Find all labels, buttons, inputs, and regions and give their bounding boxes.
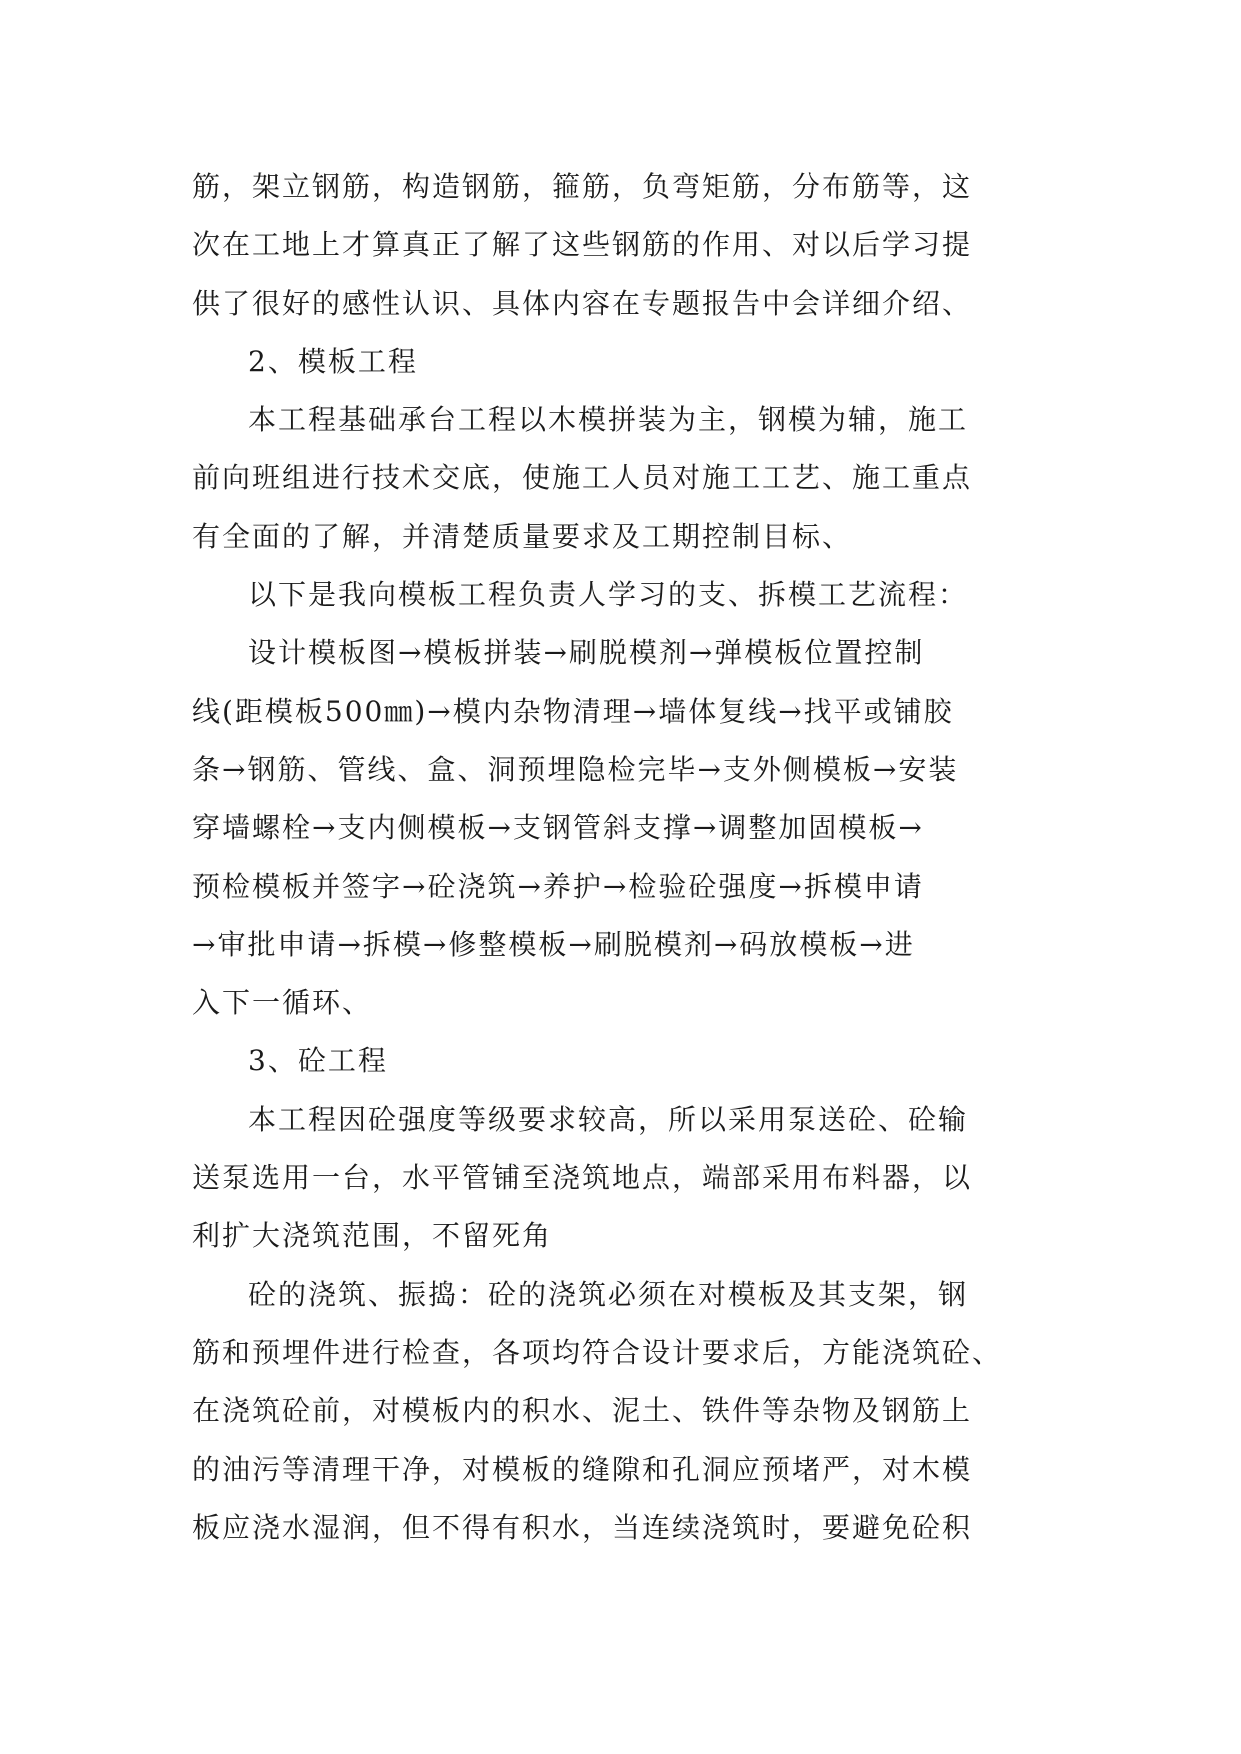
text-line-14: →审批申请→拆模→修整模板→刷脱模剂→码放模板→进 [192, 927, 915, 961]
text-line-22: 在浇筑砼前，对模板内的积水、泥土、铁件等杂物及钢筋上 [192, 1394, 973, 1428]
text-line-21: 筋和预埋件进行检查，各项均符合设计要求后，方能浇筑砼、 [192, 1335, 1003, 1369]
section-heading-2: 2、模板工程 [248, 344, 418, 378]
text-line-6: 前向班组进行技术交底，使施工人员对施工工艺、施工重点 [192, 461, 973, 495]
text-line-8: 以下是我向模板工程负责人学习的支、拆模工艺流程： [248, 578, 969, 612]
text-line-3: 供了很好的感性认识、具体内容在专题报告中会详细介绍、 [192, 286, 973, 320]
text-line-9: 设计模板图→模板拼装→刷脱模剂→弹模板位置控制 [248, 636, 925, 670]
text-line-15: 入下一循环、 [192, 986, 373, 1020]
text-line-10: 线(距模板500㎜)→模内杂物清理→墙体复线→找平或铺胶 [192, 694, 954, 728]
text-line-19: 利扩大浇筑范围，不留死角 [192, 1219, 553, 1253]
text-line-7: 有全面的了解，并清楚质量要求及工期控制目标、 [192, 519, 853, 553]
text-line-2: 次在工地上才算真正了解了这些钢筋的作用、对以后学习提 [192, 228, 973, 262]
text-line-12: 穿墙螺栓→支内侧模板→支钢管斜支撑→调整加固模板→ [192, 811, 924, 845]
text-line-18: 送泵选用一台，水平管铺至浇筑地点，端部采用布料器，以 [192, 1161, 973, 1195]
text-line-11: 条→钢筋、管线、盒、洞预埋隐检完毕→支外侧模板→安装 [192, 752, 959, 786]
text-line-5: 本工程基础承台工程以木模拼装为主，钢模为辅，施工 [248, 403, 969, 437]
text-line-20: 砼的浇筑、振捣：砼的浇筑必须在对模板及其支架，钢 [248, 1277, 969, 1311]
body-text [192, 158, 1062, 1557]
text-line-1: 筋，架立钢筋，构造钢筋，箍筋，负弯矩筋，分布筋等，这 [192, 170, 973, 203]
text-line-24: 板应浇水湿润，但不得有积水，当连续浇筑时，要避免砼积 [192, 1510, 973, 1544]
text-line-13: 预检模板并签字→砼浇筑→养护→检验砼强度→拆模申请 [192, 869, 924, 903]
text-line-23: 的油污等清理干净，对模板的缝隙和孔洞应预堵严，对木模 [192, 1452, 973, 1486]
text-line-17: 本工程因砼强度等级要求较高，所以采用泵送砼、砼输 [248, 1102, 969, 1136]
section-heading-3: 3、砼工程 [248, 1044, 388, 1078]
